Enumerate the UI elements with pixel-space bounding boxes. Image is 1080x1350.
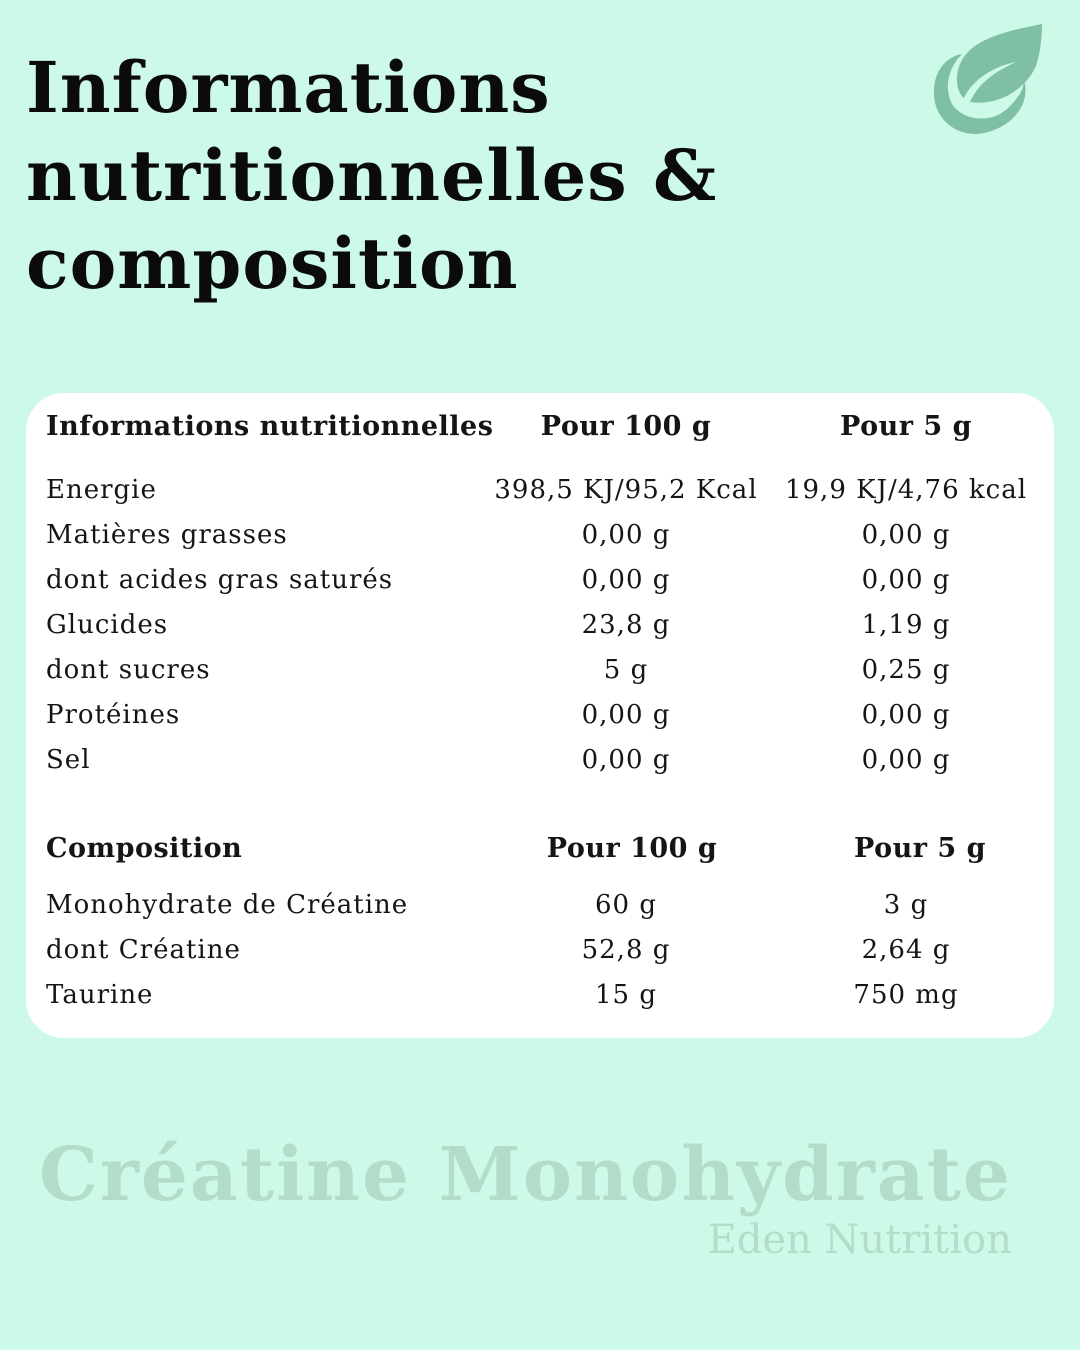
composition-row-label: dont Créatine (46, 935, 241, 965)
nutrition-row-per100: 0,00 g (581, 565, 671, 595)
nutrition-row-per100: 0,00 g (581, 520, 671, 550)
nutrition-row-label: dont acides gras saturés (46, 565, 394, 595)
nutrition-header-per5: Pour 5 g (840, 411, 972, 442)
composition-row-label: Monohydrate de Créatine (46, 890, 409, 920)
nutrition-row-per100: 23,8 g (581, 610, 671, 640)
composition-row-per5: 3 g (883, 890, 929, 920)
composition-row-per5: 750 mg (853, 980, 959, 1010)
page-title (26, 44, 786, 308)
nutrition-row-label: Matières grasses (46, 520, 288, 550)
leaf-icon (928, 22, 1046, 142)
nutrition-row-per100: 5 g (603, 655, 649, 685)
product-name: Créatine Monohydrate (38, 1132, 1012, 1218)
nutrition-card (26, 393, 1054, 1038)
nutrition-row-label: Energie (46, 475, 157, 505)
title-line-1: Informations (26, 46, 551, 129)
composition-row-label: Taurine (46, 980, 154, 1010)
nutrition-row-per5: 1,19 g (861, 610, 951, 640)
nutrition-row-per5: 0,00 g (861, 700, 951, 730)
composition-row-per100: 52,8 g (581, 935, 671, 965)
nutrition-header-per100: Pour 100 g (540, 411, 712, 442)
composition-header-per100: Pour 100 g (546, 833, 718, 864)
nutrition-row-per5: 0,00 g (861, 745, 951, 775)
composition-header-per5: Pour 5 g (854, 833, 986, 864)
nutrition-row-per100: 0,00 g (581, 745, 671, 775)
nutrition-row-per5: 0,25 g (861, 655, 951, 685)
nutrition-header-label: Informations nutritionnelles (46, 411, 494, 442)
nutrition-row-per100: 0,00 g (581, 700, 671, 730)
composition-row-per5: 2,64 g (861, 935, 951, 965)
nutrition-row-per5: 0,00 g (861, 565, 951, 595)
nutrition-row-label: Protéines (46, 700, 181, 730)
title-line-2: nutritionnelles & (26, 134, 718, 217)
composition-header-label: Composition (46, 833, 243, 864)
nutrition-row-label: Glucides (46, 610, 169, 640)
nutrition-row-per5: 19,9 KJ/4,76 kcal (784, 475, 1028, 505)
nutrition-row-per5: 0,00 g (861, 520, 951, 550)
composition-row-per100: 15 g (595, 980, 657, 1010)
nutrition-row-per100: 398,5 KJ/95,2 Kcal (494, 475, 758, 505)
nutrition-row-label: Sel (46, 745, 91, 775)
title-line-3: composition (26, 222, 519, 305)
brand-name: Eden Nutrition (707, 1217, 1012, 1263)
nutrition-row-label: dont sucres (46, 655, 211, 685)
composition-row-per100: 60 g (595, 890, 657, 920)
